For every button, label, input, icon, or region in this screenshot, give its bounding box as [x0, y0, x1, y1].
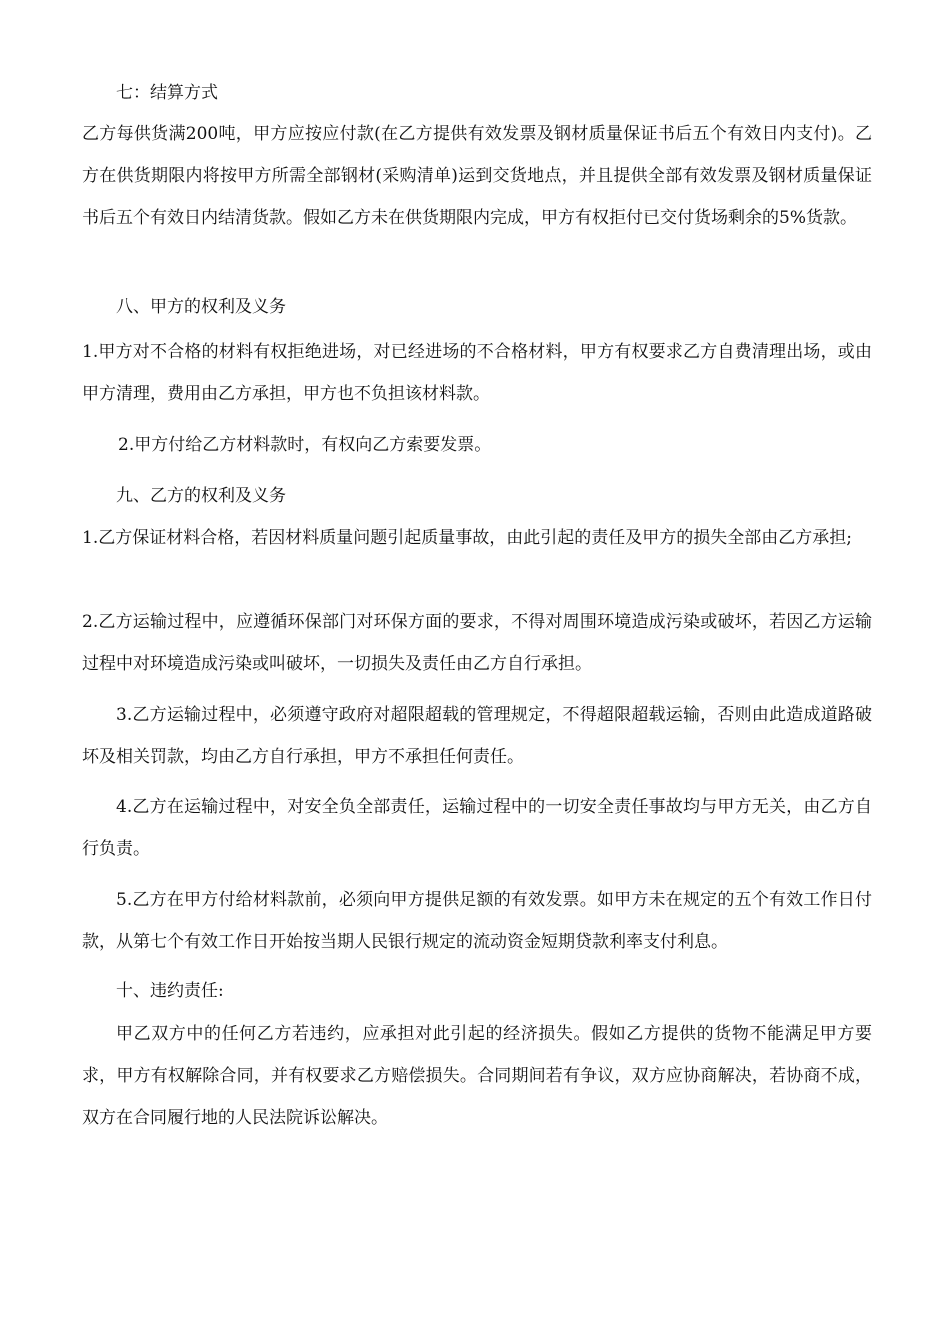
section-9-paragraph-5: 5.乙方在甲方付给材料款前，必须向甲方提供足额的有效发票。如甲方未在规定的五个有效工作日付款，从第七个有效工作日开始按当期人民银行规定的流动资金短期贷款利率支付利息。	[82, 890, 872, 952]
section-8-paragraph-1: 1.甲方对不合格的材料有权拒绝进场，对已经进场的不合格材料，甲方有权要求乙方自费清理出场，或由甲方清理，费用由乙方承担，甲方也不负担该材料款。	[82, 342, 872, 404]
section-9-paragraph-1: 1.乙方保证材料合格，若因材料质量问题引起质量事故，由此引起的责任及甲方的损失全部由乙方承担;	[82, 528, 852, 548]
section-9-paragraph-3: 3.乙方运输过程中，必须遵守政府对超限超载的管理规定，不得超限超载运输，否则由此造成道路破坏及相关罚款，均由乙方自行承担，甲方不承担任何责任。	[82, 705, 872, 767]
section-9-paragraph-4: 4.乙方在运输过程中，对安全负全部责任，运输过程中的一切安全责任事故均与甲方无关，由乙方自行负责。	[82, 797, 872, 859]
section-10-paragraph-1: 甲乙双方中的任何乙方若违约，应承担对此引起的经济损失。假如乙方提供的货物不能满足甲方要求，甲方有权解除合同，并有权要求乙方赔偿损失。合同期间若有争议，双方应协商解决，若协商不成，双方在合同履行地的人民法院诉讼解决。	[82, 1024, 872, 1128]
section-7-heading: 七：结算方式	[116, 83, 218, 103]
section-10-heading: 十、违约责任:	[116, 981, 224, 1001]
section-7-paragraph-1: 乙方每供货满200吨，甲方应按应付款(在乙方提供有效发票及钢材质量保证书后五个有效日内支付)。乙方在供货期限内将按甲方所需全部钢材(采购清单)运到交货地点，并且提供全部有效发票及钢材质量保证书后五个有效日内结清货款。假如乙方未在供货期限内完成，甲方有权拒付已交付货场剩余的5%货款。	[82, 124, 872, 228]
section-8-heading: 八、甲方的权利及义务	[116, 297, 286, 317]
section-8-paragraph-2: 2.甲方付给乙方材料款时，有权向乙方索要发票。	[118, 435, 492, 455]
section-9-paragraph-2: 2.乙方运输过程中，应遵循环保部门对环保方面的要求，不得对周围环境造成污染或破坏，若因乙方运输过程中对环境造成污染或叫破坏，一切损失及责任由乙方自行承担。	[82, 612, 872, 674]
section-9-heading: 九、乙方的权利及义务	[116, 486, 286, 506]
